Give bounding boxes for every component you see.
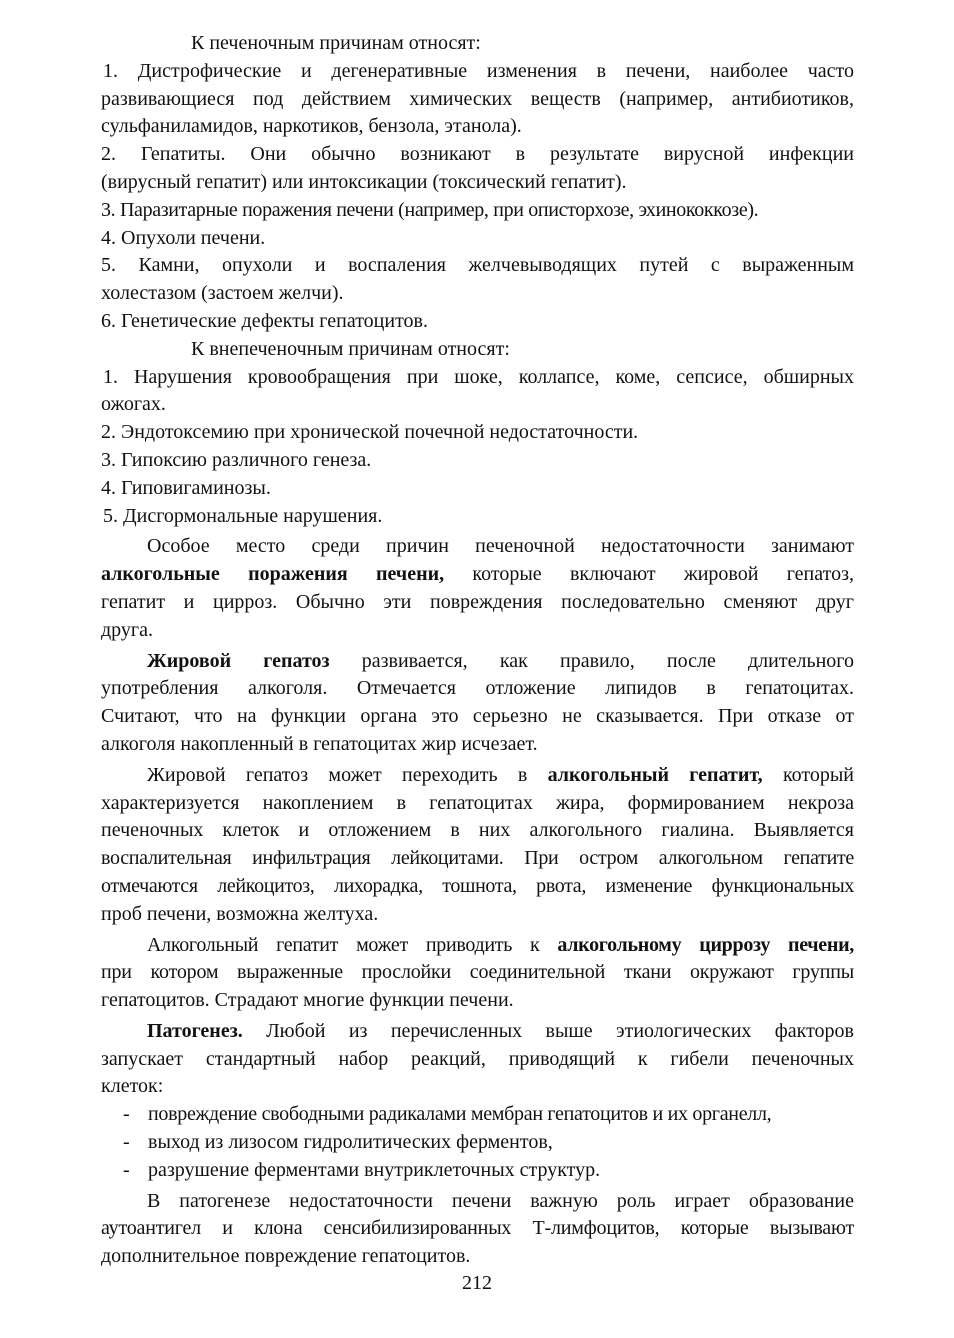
bullet-item-3-text: разрушение ферментами внутриклеточных структур. (148, 1158, 601, 1181)
paragraph-alcoholic-hepatitis-line-1-pre: Жировой гепатоз может переходить в (147, 763, 548, 786)
paragraph-alcoholic-cirrhosis (101, 932, 854, 1015)
page-number: 212 (462, 1272, 492, 1294)
bullet-item-1-text: повреждение свободными радикалами мембран гепатоцитов и их органелл, (148, 1103, 772, 1126)
paragraph-pathogenesis-line-1-rest: Любой из перечисленных выше этиологических факторов (242, 1019, 854, 1042)
paragraph-alcoholic-hepatitis-line-3: печеночных клеток и отложением в них алкогольного гиалина. Выявляется (101, 819, 854, 842)
paragraph-alcoholic-cirrhosis-line-2: при котором выраженные прослойки соединительной ткани окружают группы (101, 961, 854, 984)
bullet-dash: - (123, 1158, 130, 1181)
paragraph-fatty-hepatosis-line-4: алкоголя накопленный в гепатоцитах жир исчезает. (101, 732, 538, 755)
hepatic-cause-2-line-2: (вирусный гепатит) или интоксикации (токсический гепатит). (101, 170, 627, 193)
extrahepatic-cause-1-line-1: 1. Нарушения кровообращения при шоке, коллапсе, коме, сепсисе, обширных (103, 365, 854, 388)
paragraph-alcoholic-damage-line-1: Особое место среди причин печеночной недостаточности занимают (147, 535, 854, 558)
paragraph-autoantigens-line-3: дополнительное повреждение гепатоцитов. (101, 1245, 471, 1268)
hepatic-cause-6-line-1: 6. Генетические дефекты гепатоцитов. (101, 309, 428, 332)
extrahepatic-cause-3-line-1: 3. Гипоксию различного генеза. (101, 448, 372, 471)
paragraph-alcoholic-hepatitis-line-5: отмечаются лейкоцитоз, лихорадка, тошнота, рвота, изменение функциональных (101, 874, 854, 897)
extrahepatic-cause-2-line-1: 2. Эндотоксемию при хронической почечной недостаточности. (101, 421, 639, 444)
paragraph-fatty-hepatosis-line-1 (101, 648, 854, 676)
hepatic-cause-1-line-2: развивающиеся под действием химических веществ (например, антибиотиков, (101, 87, 854, 110)
term-alcoholic-hepatitis: алкогольный гепатит, (547, 763, 763, 786)
hepatic-cause-5-line-1: 5. Камни, опухоли и воспаления желчевыводящих путей с выраженным (101, 254, 854, 277)
extrahepatic-causes-section (101, 336, 854, 531)
paragraph-alcoholic-cirrhosis-line-1-pre: Алкогольный гепатит может приводить к (147, 933, 558, 956)
paragraph-autoantigens-line-2: аутоантигел и клона сенсибилизированных Т-лимфоцитов, которые вызывают (101, 1217, 854, 1240)
hepatic-cause-3-line-1: 3. Паразитарные поражения печени (например, при описторхозе, эхинококкозе). (101, 198, 759, 221)
hepatic-cause-2-line-1: 2. Гепатиты. Они обычно возникают в результате вирусной инфекции (101, 143, 854, 166)
paragraph-autoantigens (101, 1188, 854, 1271)
paragraph-alcoholic-cirrhosis-line-1 (101, 932, 854, 960)
bullet-dash: - (123, 1103, 130, 1126)
paragraph-pathogenesis-line-1 (101, 1018, 854, 1046)
paragraph-alcoholic-hepatitis-line-2: характеризуется накоплением в гепатоцитах жира, формированием некроза (101, 791, 854, 814)
hepatic-cause-1-line-3: сульфаниламидов, наркотиков, бензола, этанола). (101, 115, 522, 138)
paragraph-fatty-hepatosis-line-3: Считают, что на функции органа это серьезно не сказывается. При отказе от (101, 705, 854, 728)
hepatic-causes-heading: К печеночным причинам относят: (191, 32, 481, 54)
paragraph-alcoholic-hepatitis-line-6: проб печени, возможна желтуха. (101, 902, 379, 925)
term-alcoholic-cirrhosis: алкогольному циррозу печени, (557, 933, 854, 956)
paragraph-alcoholic-hepatitis-line-4: воспалительная инфильтрация лейкоцитами. При остром алкогольном гепатите (101, 847, 854, 870)
paragraph-fatty-hepatosis (101, 648, 854, 759)
hepatic-cause-4-line-1: 4. Опухоли печени. (101, 226, 266, 249)
paragraph-alcoholic-hepatitis (101, 762, 854, 929)
paragraph-alcoholic-damage-line-2-rest: которые включают жировой гепатоз, (444, 563, 854, 586)
paragraph-pathogenesis-line-2: запускает стандартный набор реакций, приводящий к гибели печеночных (101, 1047, 854, 1070)
bullet-item-1 (101, 1101, 854, 1129)
bullet-item-2-text: выход из лизосом гидролитических ферментов, (148, 1131, 553, 1154)
extrahepatic-causes-heading: К внепеченочным причинам относят: (191, 337, 510, 360)
hepatic-causes-section (101, 30, 854, 336)
extrahepatic-cause-5-line-1: 5. Дисгормональные нарушения. (103, 504, 383, 527)
paragraph-alcoholic-damage-line-3: гепатит и цирроз. Обычно эти повреждения последовательно сменяют друг (101, 590, 854, 613)
extrahepatic-cause-4-line-1: 4. Гиповигаминозы. (101, 476, 271, 499)
paragraph-alcoholic-cirrhosis-line-3: гепатоцитов. Страдают многие функции печени. (101, 989, 514, 1012)
paragraph-alcoholic-damage-line-2 (101, 561, 854, 589)
bullet-item-3 (101, 1157, 854, 1185)
extrahepatic-cause-1-line-2: ожогах. (101, 393, 166, 416)
paragraph-alcoholic-hepatitis-line-1 (101, 762, 854, 790)
paragraph-pathogenesis (101, 1018, 854, 1185)
hepatic-cause-5-line-2: холестазом (застоем желчи). (101, 282, 344, 305)
paragraph-autoantigens-line-1: В патогенезе недостаточности печени важную роль играет образование (147, 1189, 854, 1212)
paragraph-pathogenesis-line-3: клеток: (101, 1075, 164, 1098)
paragraph-alcoholic-hepatitis-line-1-post: который (762, 763, 854, 786)
paragraph-alcoholic-damage-line-4: друга. (101, 618, 153, 641)
hepatic-cause-1-line-1: 1. Дистрофические и дегенеративные изменения в печени, наиболее часто (103, 59, 854, 82)
paragraph-fatty-hepatosis-line-1-rest: развивается, как правило, после длительного (329, 649, 854, 672)
paragraph-fatty-hepatosis-line-2: употребления алкоголя. Отмечается отложение липидов в гепатоцитах. (101, 677, 854, 700)
term-alcoholic-liver-damage: алкогольные поражения печени, (101, 563, 445, 586)
page-body (101, 30, 854, 1271)
paragraph-alcoholic-damage (101, 533, 854, 644)
term-pathogenesis: Патогенез. (147, 1019, 243, 1042)
bullet-item-2 (101, 1129, 854, 1157)
term-fatty-hepatosis: Жировой гепатоз (147, 649, 330, 672)
bullet-dash: - (123, 1131, 130, 1154)
